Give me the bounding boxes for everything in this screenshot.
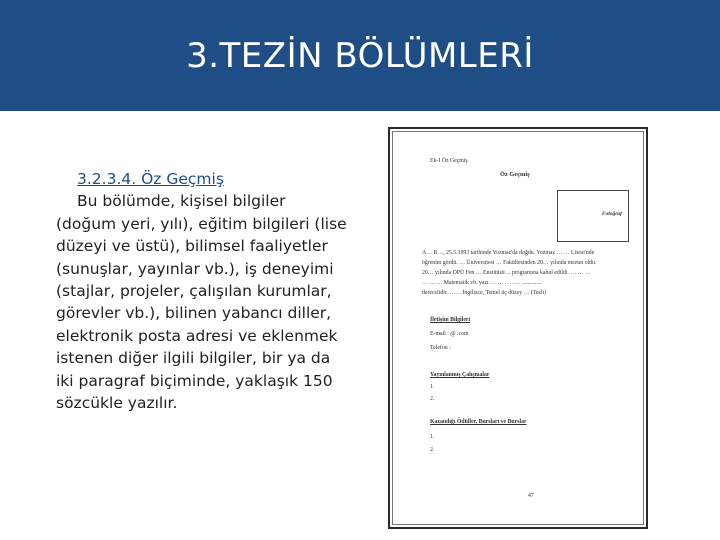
sample-publication-item: 2. — [430, 396, 435, 402]
sample-award-item: 1. — [430, 434, 435, 440]
sample-bio-line: … … … Matematik vb. yazı … … . … … .............. — [422, 280, 543, 286]
sample-publication-item: 1. — [430, 384, 435, 390]
paragraph-line: (stajlar, projeler, çalışılan kurumlar, — [56, 282, 332, 301]
description-paragraph — [56, 190, 366, 414]
paragraph-line: elektronik posta adresi ve eklenmek — [56, 326, 338, 345]
sample-contact-heading: İletişim Bilgileri — [430, 317, 471, 323]
slide-title: 3.TEZİN BÖLÜMLERİ — [186, 36, 534, 76]
sample-bio-line: öğrenim gördü. … Üniversitesi … Fakültesinden 20… yılında mezun oldu. — [422, 260, 597, 266]
photo-placeholder-box — [557, 190, 629, 242]
title-banner — [0, 0, 720, 111]
paragraph-line: (doğum yeri, yılı), eğitim bilgileri (lise — [56, 214, 347, 233]
paragraph-line: düzeyi ve üstü), bilimsel faaliyetler — [56, 237, 328, 256]
sample-bio-line: derecelidir. …… İngilizce, Temel üç düzey … (Tezli) — [422, 290, 547, 296]
sample-center-title: Öz Geçmiş — [500, 171, 530, 178]
sample-corner-title: Ek-I Öz Geçmiş — [430, 158, 468, 164]
paragraph-line: Bu bölümde, kişisel bilgiler — [77, 192, 286, 211]
sample-publications-heading: Yayınlanmış Çalışmalar — [430, 372, 490, 378]
paragraph-line: görevler vb.), bilinen yabancı diller, — [56, 304, 332, 323]
photo-label: Fotoğraf — [601, 211, 622, 217]
sample-page-number: 47 — [528, 493, 534, 499]
paragraph-line: sözcükle yazılır. — [56, 394, 178, 413]
paragraph-line: iki paragraf biçiminde, yaklaşık 150 — [56, 371, 333, 390]
sample-awards-heading: Kazandığı Ödüller, Bursları ve Burslar — [430, 419, 527, 425]
body-text — [56, 168, 366, 414]
sample-contact-email: E-mail : @ .com — [430, 331, 469, 337]
sample-contact-phone: Telefon : — [430, 345, 451, 351]
sample-cv-page — [388, 127, 648, 529]
section-heading-link[interactable]: 3.2.3.4. Öz Geçmiş — [77, 170, 224, 188]
sample-bio-line: A… B…, 25.5.1993 tarihinde Yozmaz'da doğdu. Yozmaz … … Lisesi'nde — [422, 250, 595, 256]
paragraph-line: istenen diğer ilgili bilgiler, bir ya da — [56, 349, 331, 368]
sample-award-item: 2. — [430, 447, 435, 453]
sample-bio-line: 20… yılında DPÜ Fen … Enstitüsü ... programına kabul edildi. … … … — [422, 270, 591, 276]
paragraph-line: (sunuşlar, yayınlar vb.), iş deneyimi — [56, 259, 334, 278]
